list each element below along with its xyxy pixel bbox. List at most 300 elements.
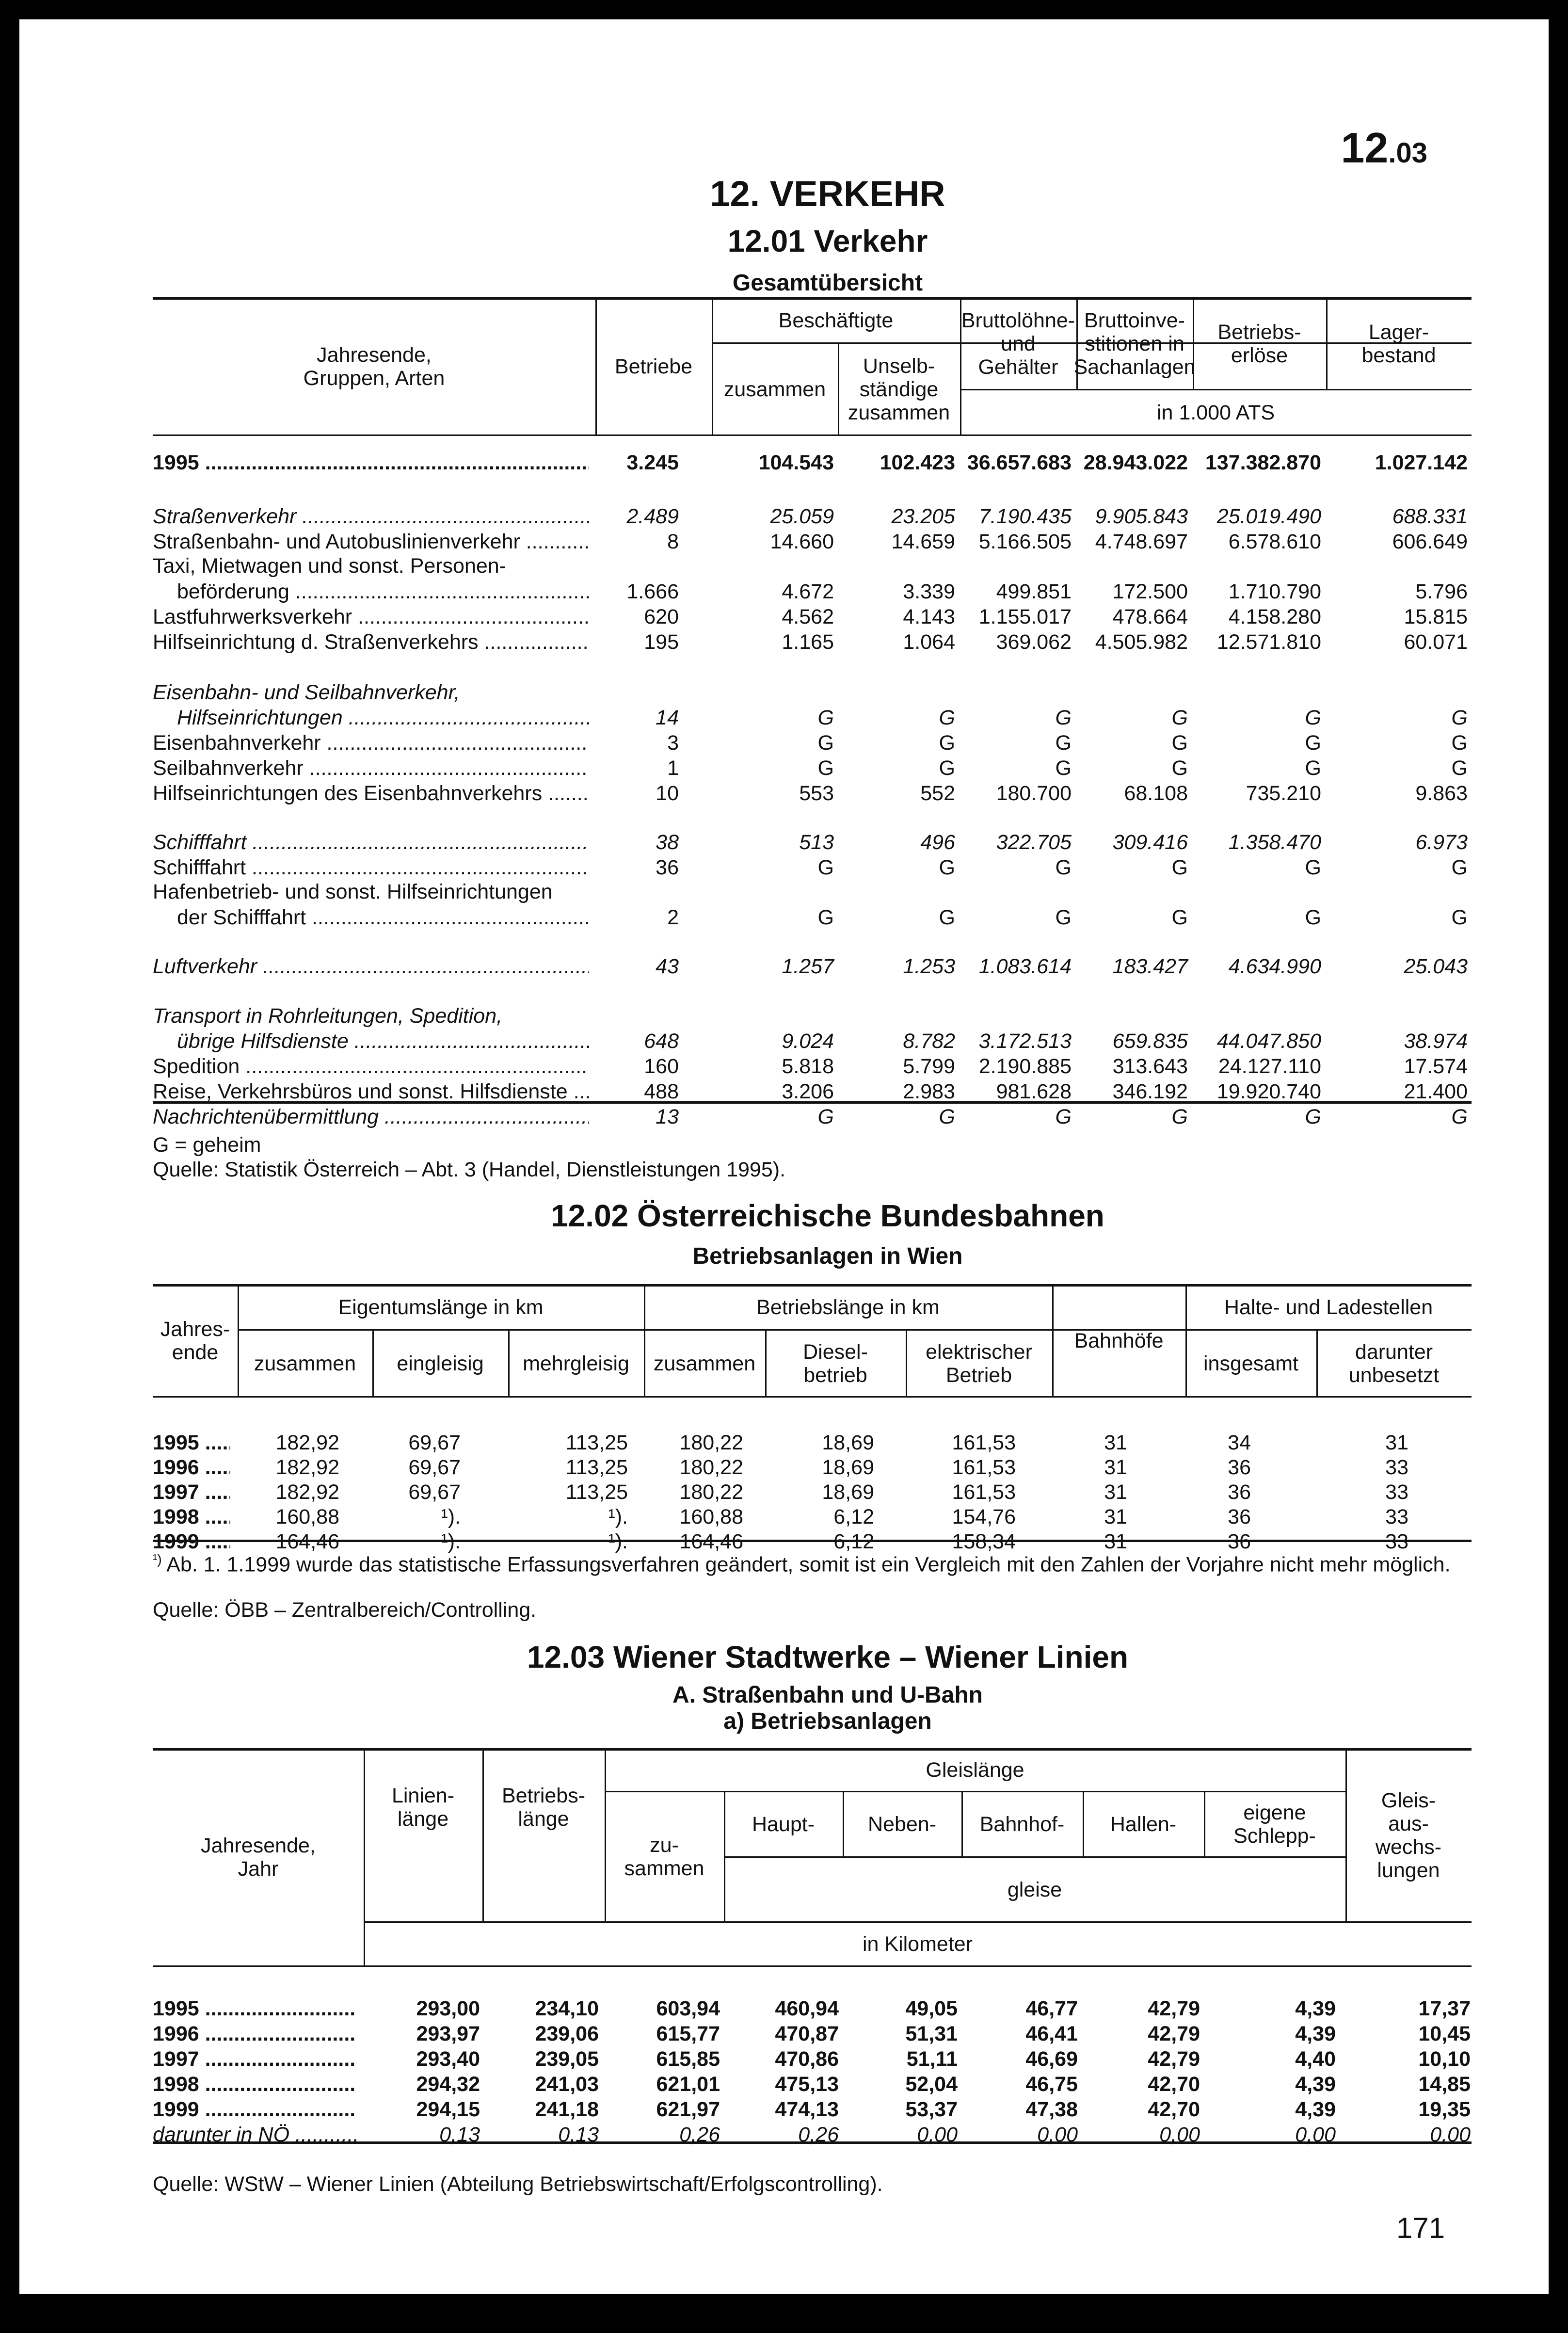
t2-cell: 33 [1385, 1456, 1408, 1479]
t1-cell: G [1055, 856, 1072, 879]
t1-cell: 24.127.110 [1218, 1055, 1321, 1078]
t1-cell: G [939, 856, 955, 879]
t1-title: 12.01 Verkehr [727, 224, 928, 258]
t2-head-eigentum: Eigentumslänge in km [338, 1295, 544, 1319]
t2-cell: 158,34 [952, 1530, 1016, 1553]
t1-cell: 10 [656, 782, 679, 805]
t3-row-label: 1996 ..... [153, 2021, 356, 2046]
t1-cell: 14.659 [891, 530, 955, 553]
t1-cell: 499.851 [996, 580, 1072, 603]
t1-row-label: Straßenverkehr ..... [153, 504, 589, 529]
t3-cell: 0,00 [1159, 2123, 1200, 2146]
t3-head-stub: Jahresende, Jahr [201, 1834, 316, 1881]
t1-cell: 1.064 [903, 630, 955, 654]
t2-cell: 180,22 [679, 1480, 743, 1504]
t2-cell: 18,69 [822, 1431, 874, 1454]
t1-cell: G [1305, 906, 1321, 929]
t1-cell: 513 [799, 831, 834, 854]
t3-cell: 615,77 [656, 2022, 720, 2045]
t3-cell: 46,77 [1025, 1997, 1078, 2020]
t1-cell: 4.562 [782, 605, 834, 628]
t3-row [153, 2021, 1472, 2046]
t2-cell: 69,67 [408, 1456, 461, 1479]
t1-cell: 137.382.870 [1205, 451, 1321, 474]
t3-row-label: 1999 ..... [153, 2097, 356, 2122]
t1-cell: 552 [920, 782, 955, 805]
t3-cell: 239,05 [535, 2047, 599, 2071]
t2-head-mehrgleisig: mehrgleisig [523, 1352, 629, 1375]
t1-cell: 309.416 [1112, 831, 1188, 854]
t3-cell: 4,39 [1295, 2022, 1336, 2045]
t3-row-label: 1995 ..... [153, 1996, 356, 2021]
t2-cell: 18,69 [822, 1480, 874, 1504]
t2-cell: 34 [1228, 1431, 1251, 1454]
t1-cell: 25.043 [1404, 955, 1468, 978]
t2-cell: 180,22 [679, 1431, 743, 1454]
t1-cell: G [1171, 731, 1188, 755]
t1-cell: 23.205 [891, 505, 955, 528]
t1-cell: 1.027.142 [1375, 451, 1468, 474]
t1-row-label-prefix: Hafenbetrieb- und sonst. Hilfseinrichtungen [153, 880, 553, 903]
t1-row-label: Schifffahrt ..... [153, 830, 589, 855]
t1-cell: G [817, 856, 834, 879]
t3-cell: 42,79 [1148, 2047, 1200, 2071]
t1-cell: G [1055, 706, 1072, 729]
t1-cell: 36 [656, 856, 679, 879]
t3-row [153, 1996, 1472, 2021]
t3-cell: 0,13 [439, 2123, 480, 2146]
t1-cell: G [1451, 856, 1468, 879]
t1-cell: 1.358.470 [1228, 831, 1321, 854]
t2-cell: 36 [1228, 1530, 1251, 1553]
t1-cell: 688.331 [1392, 505, 1468, 528]
t1-row-label-prefix: Eisenbahn- und Seilbahnverkehr, [153, 681, 460, 704]
t3-cell: 0,00 [1295, 2123, 1336, 2146]
t1-cell: G [1305, 731, 1321, 755]
t3-cell: 239,06 [535, 2022, 599, 2045]
document-page [19, 19, 1549, 2294]
t1-cell: 43 [656, 955, 679, 978]
t1-cell: G [817, 731, 834, 755]
t3-cell: 0,00 [1037, 2123, 1078, 2146]
t2-head-bahnhoefe: Bahnhöfe [1074, 1329, 1164, 1352]
t1-cell: 183.427 [1112, 955, 1188, 978]
t1-cell: G [1055, 756, 1072, 780]
t2-cell: 182,92 [275, 1456, 339, 1479]
t1-cell: 9.024 [782, 1030, 834, 1053]
t2-footnote-text: Ab. 1. 1.1999 wurde das statistische Erfassungsverfahren geändert, somit ist ein Vergleich mit den Zahlen der Vorjahre nicht mehr möglich. [166, 1553, 1451, 1577]
t1-cell: G [1305, 1105, 1321, 1128]
t1-cell: 15.815 [1404, 605, 1468, 628]
t1-cell: 4.634.990 [1228, 955, 1321, 978]
t1-cell: G [939, 706, 955, 729]
t2-cell: 36 [1228, 1505, 1251, 1529]
t1-cell: 6.578.610 [1228, 530, 1321, 553]
t1-cell: G [817, 906, 834, 929]
t2-cell: 31 [1104, 1480, 1127, 1504]
t3-head-betriebslaenge: Betriebs- länge [501, 1784, 586, 1831]
t2-cell: 164,46 [679, 1530, 743, 1553]
t1-row-label: Schifffahrt ..... [153, 855, 589, 880]
t1-cell: 735.210 [1246, 782, 1321, 805]
t1-cell: 38 [656, 831, 679, 854]
t3-cell: 14,85 [1418, 2073, 1471, 2096]
t1-cell: 2.489 [626, 505, 679, 528]
t3-cell: 4,39 [1295, 2098, 1336, 2121]
t1-head-beschaeftigte: Beschäftigte [778, 308, 894, 332]
t1-cell: G [1171, 756, 1188, 780]
t1-cell: 1.083.614 [978, 955, 1072, 978]
t1-row-label: Seilbahnverkehr ..... [153, 756, 589, 781]
t1-cell: 606.649 [1392, 530, 1468, 553]
t1-cell: 2 [667, 906, 679, 929]
t2-head-unbesetzt: darunter unbesetzt [1348, 1340, 1440, 1387]
t1-source: Quelle: Statistik Österreich – Abt. 3 (Handel, Dienstleistungen 1995). [153, 1158, 786, 1181]
t2-cell: 113,25 [565, 1456, 628, 1479]
t1-cell: G [1171, 856, 1188, 879]
t1-row-label: Spedition ..... [153, 1054, 589, 1079]
t3-cell: 470,87 [775, 2022, 839, 2045]
t3-row-label: darunter in NÖ ..... [153, 2122, 356, 2147]
t1-cell: 5.796 [1415, 580, 1468, 603]
t2-subtitle: Betriebsanlagen in Wien [692, 1243, 963, 1269]
t1-row-label: Hilfseinrichtungen ..... [177, 705, 589, 730]
t1-cell: 8.782 [903, 1030, 955, 1053]
t2-cell: 6,12 [833, 1530, 874, 1553]
t2-head-zusammen2: zusammen [653, 1352, 756, 1375]
t1-head-stub: Jahresende, Gruppen, Arten [303, 343, 445, 390]
t3-cell: 241,18 [535, 2098, 599, 2121]
t1-row-label-prefix: Transport in Rohrleitungen, Spedition, [153, 1004, 503, 1028]
t3-head-eigene-schlepp: eigene Schlepp- [1233, 1801, 1316, 1848]
t1-cell: G [1171, 906, 1188, 929]
t3-head-neben: Neben- [867, 1813, 937, 1836]
t2-cell: 31 [1385, 1431, 1408, 1454]
t3-cell: 10,10 [1418, 2047, 1471, 2071]
t2-cell: 36 [1228, 1480, 1251, 1504]
t3-cell: 19,35 [1418, 2098, 1471, 2121]
t3-cell: 4,39 [1295, 2073, 1336, 2096]
t1-row-label: Hilfseinrichtung d. Straßenverkehrs ..... [153, 629, 589, 655]
t1-cell: 1.710.790 [1228, 580, 1321, 603]
t1-cell: G [817, 756, 834, 780]
t1-cell: 313.643 [1112, 1055, 1188, 1078]
t3-cell: 293,97 [416, 2022, 480, 2045]
t2-row-year: 1997 ..... [153, 1480, 230, 1505]
t3-cell: 42,79 [1148, 1997, 1200, 2020]
t3-cell: 42,70 [1148, 2073, 1200, 2096]
t1-row-label: Nachrichtenübermittlung ..... [153, 1104, 589, 1129]
t3-row [153, 2097, 1472, 2122]
t1-cell: 21.400 [1404, 1080, 1468, 1103]
t1-cell: 14.660 [770, 530, 834, 553]
t1-row-label: 1995 ..... [153, 450, 589, 475]
t2-cell: 36 [1228, 1456, 1251, 1479]
t2-cell: 182,92 [275, 1431, 339, 1454]
t1-cell: 3.172.513 [978, 1030, 1072, 1053]
t3-row-label: 1998 ..... [153, 2072, 356, 2097]
t2-row-year: 1999 ..... [153, 1529, 230, 1554]
t3-cell: 46,75 [1025, 2073, 1078, 2096]
t2-title: 12.02 Österreichische Bundesbahnen [551, 1198, 1104, 1233]
t1-cell: 4.143 [903, 605, 955, 628]
t3-cell: 42,79 [1148, 2022, 1200, 2045]
t1-cell: 1 [667, 756, 679, 780]
t1-cell: G [1451, 906, 1468, 929]
section-number-sub: .03 [1388, 137, 1427, 169]
t3-cell: 51,31 [905, 2022, 958, 2045]
t1-cell: 60.071 [1404, 630, 1468, 654]
t2-cell: 69,67 [408, 1480, 461, 1504]
t1-cell: 38.974 [1404, 1030, 1468, 1053]
t1-cell: 4.505.982 [1095, 630, 1188, 654]
t3-head-gleise: gleise [1007, 1878, 1062, 1901]
t3-table [153, 19, 1472, 2333]
t2-head-zusammen1: zusammen [254, 1352, 356, 1375]
t3-cell: 51,11 [906, 2047, 958, 2071]
t1-cell: 28.943.022 [1083, 451, 1188, 474]
t3-head-zusammen: zu- sammen [624, 1834, 704, 1880]
t3-cell: 470,86 [775, 2047, 839, 2071]
t2-head-elektrisch: elektrischer Betrieb [926, 1340, 1032, 1387]
t2-cell: 31 [1104, 1530, 1127, 1553]
t3-subtitle2: a) Betriebsanlagen [723, 1708, 932, 1734]
t1-cell: 6.973 [1415, 831, 1468, 854]
t2-cell: 182,92 [275, 1480, 339, 1504]
page-number: 171 [1396, 2212, 1445, 2244]
t2-cell: 154,76 [952, 1505, 1016, 1529]
t3-cell: 4,39 [1295, 1997, 1336, 2020]
t2-cell: 33 [1385, 1505, 1408, 1529]
t3-cell: 49,05 [905, 1997, 958, 2020]
t1-cell: G [1055, 1105, 1072, 1128]
t2-cell: ¹). [608, 1505, 628, 1529]
t1-cell: G [939, 906, 955, 929]
t1-cell: 620 [644, 605, 679, 628]
t3-cell: 46,69 [1025, 2047, 1078, 2071]
t1-cell: G [817, 1105, 834, 1128]
t1-cell: 5.818 [782, 1055, 834, 1078]
t3-cell: 603,94 [656, 1997, 720, 2020]
t2-cell: 69,67 [408, 1431, 461, 1454]
t1-cell: G [1305, 856, 1321, 879]
t3-cell: 46,41 [1025, 2022, 1078, 2045]
t1-cell: 648 [644, 1030, 679, 1053]
t1-cell: 4.672 [782, 580, 834, 603]
t1-row-label: Lastfuhrwerksverkehr ..... [153, 604, 589, 629]
t1-head-unit: in 1.000 ATS [1156, 401, 1275, 424]
t1-cell: 659.835 [1112, 1030, 1188, 1053]
t1-cell: 488 [644, 1080, 679, 1103]
t3-cell: 0,26 [798, 2123, 839, 2146]
section-number-main: 12 [1341, 124, 1389, 172]
t2-cell: ¹). [608, 1530, 628, 1553]
t2-cell: 31 [1104, 1456, 1127, 1479]
t1-head-zusammen: zusammen [723, 377, 826, 401]
t1-cell: 25.019.490 [1216, 505, 1321, 528]
t1-cell: 12.571.810 [1216, 630, 1321, 654]
t3-head-unit: in Kilometer [862, 1932, 973, 1956]
t3-row [153, 2072, 1472, 2097]
t1-cell: 981.628 [996, 1080, 1072, 1103]
t1-head-bruttoinvestitionen: Bruttoinve- stitionen in Sachanlagen [1073, 308, 1196, 379]
t3-head-haupt: Haupt- [752, 1813, 815, 1836]
t1-cell: 3 [667, 731, 679, 755]
t3-cell: 0,26 [679, 2123, 720, 2146]
t3-cell: 0,00 [917, 2123, 958, 2146]
t1-cell: 9.905.843 [1095, 505, 1188, 528]
t3-cell: 47,38 [1025, 2098, 1078, 2121]
t1-cell: 2.983 [903, 1080, 955, 1103]
t1-cell: 1.257 [782, 955, 834, 978]
t3-cell: 0,13 [558, 2123, 599, 2146]
t1-cell: G [817, 706, 834, 729]
t2-cell: 33 [1385, 1530, 1408, 1553]
t2-head-stub: Jahres- ende [160, 1317, 230, 1364]
t1-cell: G [1305, 706, 1321, 729]
t3-cell: 42,70 [1148, 2098, 1200, 2121]
t1-cell: G [1451, 756, 1468, 780]
t1-cell: 180.700 [996, 782, 1072, 805]
t3-head-gleislaenge: Gleislänge [926, 1758, 1024, 1782]
t1-cell: 553 [799, 782, 834, 805]
t1-cell: G [1451, 1105, 1468, 1128]
t1-cell: 14 [656, 706, 679, 729]
t2-cell: 161,53 [952, 1456, 1016, 1479]
t1-row-label: der Schifffahrt ..... [177, 905, 589, 930]
t1-cell: G [1171, 706, 1188, 729]
t2-cell: 160,88 [679, 1505, 743, 1529]
t1-row-label: Hilfseinrichtungen des Eisenbahnverkehrs ..... [153, 781, 589, 806]
t1-cell: 346.192 [1112, 1080, 1188, 1103]
t3-cell: 293,00 [416, 1997, 480, 2020]
t1-cell: 8 [667, 530, 679, 553]
t3-cell: 53,37 [905, 2098, 958, 2121]
t2-footnote-mark: ¹) [153, 1552, 162, 1567]
t1-cell: 369.062 [996, 630, 1072, 654]
t1-cell: 3.206 [782, 1080, 834, 1103]
t2-cell: 164,46 [275, 1530, 339, 1553]
t3-row-label: 1997 ..... [153, 2046, 356, 2072]
t1-head-betriebserloese: Betriebs- erlöse [1217, 320, 1301, 367]
t1-cell: 195 [644, 630, 679, 654]
t1-cell: 7.190.435 [978, 505, 1072, 528]
t2-cell: ¹). [441, 1530, 461, 1553]
t1-cell: 2.190.885 [978, 1055, 1072, 1078]
t1-cell: 322.705 [996, 831, 1072, 854]
t1-cell: 4.748.697 [1095, 530, 1188, 553]
t3-cell: 10,45 [1418, 2022, 1471, 2045]
t1-cell: 172.500 [1112, 580, 1188, 603]
t3-head-bahnhof: Bahnhof- [979, 1813, 1065, 1836]
t1-cell: 104.543 [758, 451, 834, 474]
t3-cell: 621,01 [656, 2073, 720, 2096]
t3-cell: 460,94 [775, 1997, 839, 2020]
t2-cell: 161,53 [952, 1480, 1016, 1504]
t1-cell: G [1451, 731, 1468, 755]
t1-head-lagerbestand: Lager- bestand [1361, 320, 1436, 367]
t1-cell: 17.574 [1404, 1055, 1468, 1078]
t1-cell: G [939, 731, 955, 755]
t1-cell: 13 [656, 1105, 679, 1128]
t2-cell: 161,53 [952, 1431, 1016, 1454]
t1-cell: 1.165 [782, 630, 834, 654]
t1-row-label: Luftverkehr ..... [153, 954, 589, 979]
t2-row-year: 1995 ..... [153, 1430, 230, 1455]
t3-cell: 241,03 [535, 2073, 599, 2096]
t3-cell: 293,40 [416, 2047, 480, 2071]
t2-row-year: 1996 ..... [153, 1455, 230, 1480]
t2-cell: ¹). [441, 1505, 461, 1529]
t2-cell: 31 [1104, 1431, 1127, 1454]
t1-cell: 496 [920, 831, 955, 854]
t3-cell: 294,15 [416, 2098, 480, 2121]
t3-head-hallen: Hallen- [1110, 1813, 1177, 1836]
t2-cell: 160,88 [275, 1505, 339, 1529]
t1-cell: 1.155.017 [978, 605, 1072, 628]
t1-cell: 5.166.505 [978, 530, 1072, 553]
t1-cell: 36.657.683 [967, 451, 1072, 474]
t3-source: Quelle: WStW – Wiener Linien (Abteilung Betriebswirtschaft/Erfolgscontrolling). [153, 2172, 883, 2196]
t2-head-betriebslaenge: Betriebslänge in km [756, 1295, 940, 1319]
t1-head-unselbstaendige: Unselb- ständige zusammen [848, 354, 950, 424]
t2-row-year: 1998 ..... [153, 1504, 230, 1529]
t1-cell: 102.423 [880, 451, 955, 474]
t2-head-eingleisig: eingleisig [397, 1352, 484, 1375]
t1-cell: G [1171, 1105, 1188, 1128]
t3-cell: 234,10 [535, 1997, 599, 2020]
t1-cell: 3.245 [626, 451, 679, 474]
t1-cell: 19.920.740 [1216, 1080, 1321, 1103]
t2-head-diesel: Diesel- betrieb [803, 1340, 868, 1387]
t1-cell: 68.108 [1124, 782, 1188, 805]
t1-row-label: Eisenbahnverkehr ..... [153, 730, 589, 756]
t2-cell: 31 [1104, 1505, 1127, 1529]
t3-cell: 17,37 [1418, 1997, 1471, 2020]
t2-cell: 180,22 [679, 1456, 743, 1479]
t1-row-label-prefix: Taxi, Mietwagen und sonst. Personen- [153, 554, 507, 578]
t1-row-label: Reise, Verkehrsbüros und sonst. Hilfsdienste ..... [153, 1079, 589, 1104]
t3-cell: 294,32 [416, 2073, 480, 2096]
t2-cell: 33 [1385, 1480, 1408, 1504]
t3-cell: 52,04 [905, 2073, 958, 2096]
t1-cell: G [1055, 731, 1072, 755]
t1-head-betriebe: Betriebe [614, 354, 693, 378]
t3-row [153, 2046, 1472, 2072]
t3-head-gleisauswechslungen: Gleis- aus- wechs- lungen [1375, 1788, 1442, 1882]
t3-title: 12.03 Wiener Stadtwerke – Wiener Linien [527, 1640, 1129, 1674]
t2-source: Quelle: ÖBB – Zentralbereich/Controlling. [153, 1598, 537, 1622]
t1-cell: G [1451, 706, 1468, 729]
t2-cell: 6,12 [833, 1505, 874, 1529]
t1-cell: 9.863 [1415, 782, 1468, 805]
t2-cell: 113,25 [565, 1431, 628, 1454]
t1-cell: 25.059 [770, 505, 834, 528]
t1-row-label: Straßenbahn- und Autobuslinienverkehr ..... [153, 529, 589, 554]
t1-cell: 4.158.280 [1228, 605, 1321, 628]
t3-head-linienlaenge: Linien- länge [391, 1784, 455, 1831]
t2-cell: 113,25 [565, 1480, 628, 1504]
t1-subtitle: Gesamtübersicht [732, 270, 923, 296]
t3-subtitle1: A. Straßenbahn und U-Bahn [672, 1682, 983, 1708]
t3-cell: 474,13 [775, 2098, 839, 2121]
t1-row-label: übrige Hilfsdienste ..... [177, 1029, 589, 1054]
t1-cell: 5.799 [903, 1055, 955, 1078]
t2-cell: 18,69 [822, 1456, 874, 1479]
t3-cell: 475,13 [775, 2073, 839, 2096]
t1-cell: 160 [644, 1055, 679, 1078]
t1-cell: 44.047.850 [1216, 1030, 1321, 1053]
